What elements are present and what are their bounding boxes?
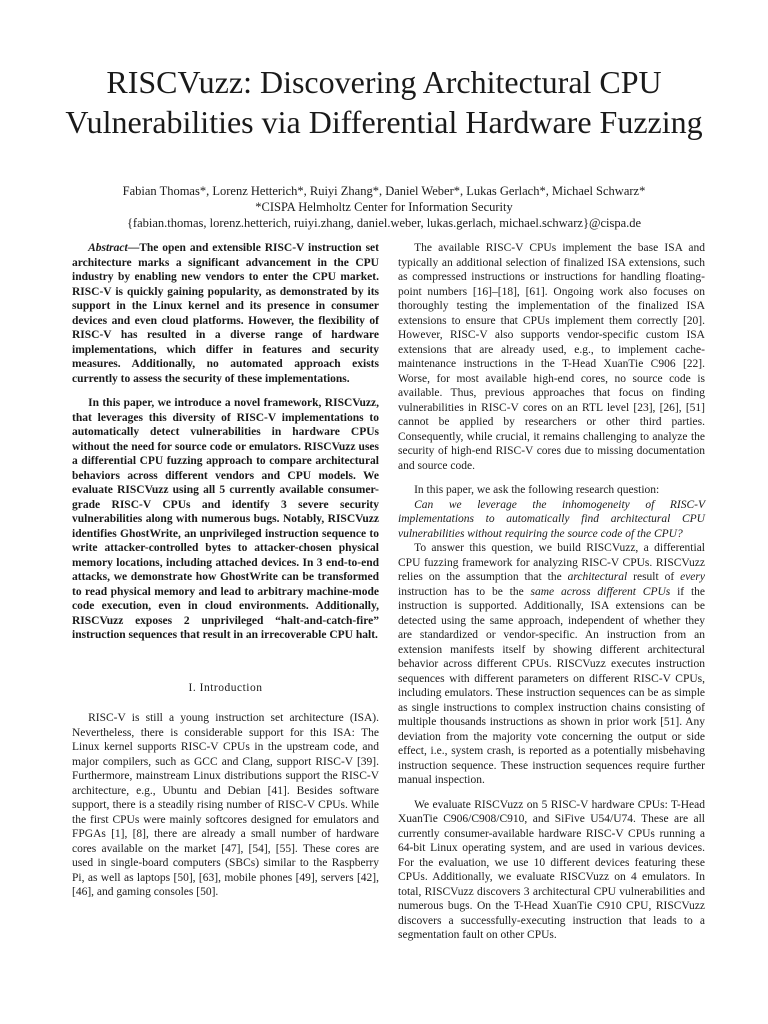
paper-title — [40, 62, 728, 142]
research-question: Can we leverage the inhomogeneity of RISC-V implementations to automatically find architectural CPU vulnerabilities without requiring the source code of the CPU? — [398, 498, 705, 540]
abstract-label: Abstract — [88, 242, 128, 254]
p3-emphasis-every: every — [680, 571, 705, 583]
email-list: {fabian.thomas, lorenz.hetterich, ruiyi.zhang, daniel.weber, lukas.gerlach, michael.schwarz}@cispa.de — [126, 216, 642, 230]
p3-text-d: if the instruction is supported. Additionally, ISA extensions can be detected using the same approach, independent of whether they are standardized or vendor-specific. An instruction from an extension manifests itself by showing different architectural behavior across different CPUs. RISCVuzz executes instruction sequences with different parameters on different RISC-V CPUs, including emulators. These instruction sequences can be as simple as single instructions to complex instruction chains consisting of multiple thousands instructions as shown in prior work [51]. Any deviation from the majority vote concerning the output or side effect, i.e., system crash, is reported as a potentially misbehaving instruction sequence. These instruction sequences require further manual inspection. — [398, 585, 705, 786]
p3-emphasis-same: same across different CPUs — [530, 585, 671, 598]
affiliation: *CISPA Helmholtz Center for Information Security — [255, 200, 513, 214]
body-paragraph-2: In this paper, we ask the following research question: — [414, 484, 660, 496]
p3-text-b: result of — [627, 571, 681, 583]
abstract-paragraph-1 — [72, 241, 379, 386]
body-paragraph-1: The available RISC-V CPUs implement the base ISA and typically an additional selection of finalized ISA extensions, such as compressed instructions or instructions for handling floating-point numbers [16]–[18], [61]. Ongoing work also focuses on thoroughly testing the implementation of the finalized ISA extensions to ensure that CPUs implement them correctly [20]. However, RISC-V also supports vendor-specific custom ISA extensions that are already used, e.g., to implement cache-maintenance instructions in the T-Head XuanTie C906 [22]. Worse, for most available high-end cores, no source code is available. Thus, previous approaches that focus on finding vulnerabilities in RISC-V cores on an RTL level [23], [26], [51] cannot be applied by researchers or other third parties. Consequently, while crucial, it remains challenging to analyze the security of high-end RISC-V cores due to missing documentation and source code. — [398, 242, 705, 472]
abstract-dash: — — [127, 242, 140, 254]
p3-text-c: instruction has to be the — [398, 585, 531, 598]
abstract-paragraph-2: In this paper, we introduce a novel framework, RISCVuzz, that leverages this diversity of RISC-V implementations to automatically detect vulnerabilities in hardware CPUs without the need for source code or emulators. RISCVuzz uses a differential CPU fuzzing approach to compare architectural behaviors across different vendors and CPU models. We evaluate RISCVuzz using all 5 currently available consumer-grade RISC-V CPUs and identify 3 severe security vulnerabilities along with numerous bugs. Notably, RISCVuzz identifies GhostWrite, an unprivileged instruction sequence to write attacker-controlled bytes to attacker-chosen physical memory locations, including attached devices. In 3 end-to-end attacks, we demonstrate how GhostWrite can be transformed to read physical memory and lead to arbitrary machine-mode code execution, even in cloud environments. Additionally, RISCVuzz exposes 2 unprivileged “halt-and-catch-fire” instruction sequences that result in an irrecoverable CPU halt. — [72, 397, 379, 641]
p3-text-a: To answer this question, we build RISCVuzz, a differential CPU fuzzing framework for analyzing RISC-V CPUs. RISCVuzz relies on the assumption that the — [398, 542, 705, 583]
section-heading-introduction: I. Introduction — [188, 681, 263, 694]
intro-paragraph-1: RISC-V is still a young instruction set architecture (ISA). Nevertheless, there is considerable support for this ISA: The Linux kernel supports RISC-V CPUs in the upstream code, and major compilers, such as GCC and Clang, support RISC-V [39]. Furthermore, mainstream Linux distributions support the RISC-V architecture, e.g., Ubuntu and Debian [41]. Besides software support, there is a steadily rising number of RISC-V CPUs. While the first CPUs were mainly softcores designed for emulators and FPGAs [1], [8], there are already a small number of hardware cores available on the market [47], [54], [55]. These cores are used in single-board computers (SBCs) similar to the Raspberry Pi, as well as laptops [50], [63], mobile phones [49], servers [42], [46], and gaming consoles [50]. — [72, 712, 379, 898]
title-line-1: RISCVuzz: Discovering Architectural CPU — [106, 64, 662, 100]
left-column — [72, 241, 379, 900]
p3-emphasis-architectural: architectural — [567, 571, 628, 583]
body-paragraph-4: We evaluate RISCVuzz on 5 RISC-V hardware CPUs: T-Head XuanTie C906/C908/C910, and SiFive U54/U74. These are all currently consumer-available hardware RISC-V CPUs running a 64-bit Linux operating system, and are used in various devices. For the evaluation, we use 10 different devices featuring these CPUs. Additionally, we evaluate RISCVuzz on 4 emulators. In total, RISCVuzz discovers 3 architectural CPU vulnerabilities and numerous bugs. On the T-Head XuanTie C910 CPU, RISCVuzz discovers a successfully-executing instruction that leads to a segmentation fault on other CPUs. — [398, 798, 705, 941]
author-list: Fabian Thomas*, Lorenz Hetterich*, Ruiyi Zhang*, Daniel Weber*, Lukas Gerlach*, Michael Schwarz* — [122, 184, 646, 198]
abstract-text-1: The open and extensible RISC-V instruction set architecture marks a significant advancement in the CPU industry by enabling new vendors to enter the CPU market. RISC-V is quickly gaining popularity, as demonstrated by its support in the Linux kernel and its presence in consumer devices and even cloud platforms. However, the flexibility of RISC-V has resulted in a diverse range of hardware implementations, which differ in features and security measures. Additionally, no automated approach exists currently to assess the security of these implementations. — [72, 242, 379, 385]
title-line-2: Vulnerabilities via Differential Hardware Fuzzing — [65, 104, 703, 140]
body-paragraph-3 — [398, 541, 705, 788]
right-column — [398, 241, 705, 943]
